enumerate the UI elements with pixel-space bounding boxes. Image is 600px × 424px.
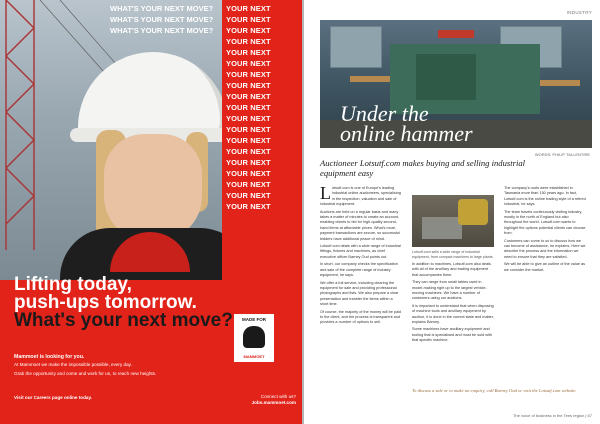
pipe	[540, 80, 580, 86]
tagline-right: YOUR NEXT	[226, 202, 271, 211]
tagline-right: YOUR NEXT	[226, 136, 271, 145]
paragraph: Customers can come to us to discuss how we can become of assistance, he explains. Here we describe the process and the information we need to ensure that they are satisfied.	[504, 238, 586, 259]
article-title-line-2: online hammer	[340, 121, 473, 146]
tagline-right: YOUR NEXT	[226, 180, 271, 189]
tagline-right: YOUR NEXT	[226, 169, 271, 178]
tagline-right: YOUR NEXT	[226, 125, 271, 134]
article-title	[340, 101, 473, 146]
paragraph: In addition to machines, Lotsutf.com also deals with all of the ancillary and trading equipment that accompanies them.	[412, 262, 491, 277]
byline: WORDS: PHILIP TALLENTIRE	[534, 152, 590, 157]
headline-line-1: Lifting today,	[14, 274, 132, 295]
advert-body-line: At Mammoet we make the impossible possible, every day.	[14, 362, 132, 368]
advert-body-line: Grab the opportunity and come and work for us, to reach new heights.	[14, 371, 157, 377]
badge-top-text: MADE FOR	[242, 317, 266, 322]
made-for-mammoet-badge	[234, 314, 274, 362]
article-column-2	[412, 262, 494, 346]
section-label: INDUSTRY	[566, 10, 592, 15]
tagline-top-3: WHAT'S YOUR NEXT MOVE?	[110, 26, 214, 35]
headline-line-2: push-ups tomorrow.	[14, 292, 197, 313]
headline-line-3: What's your next move?	[14, 310, 233, 331]
elephant-icon	[243, 326, 265, 348]
inset-caption: Lotsutf.com sells a wide range of industrial equipment, from compact machines to large plants.	[412, 250, 494, 259]
tagline-right: YOUR NEXT	[226, 158, 271, 167]
article-page	[304, 0, 600, 424]
article-deck: Auctioneer Lotsutf.com makes buying and selling industrial equipment easy	[320, 158, 526, 178]
tagline-right: YOUR NEXT	[226, 26, 271, 35]
paragraph: Lotsutf.com deals with a wide range of industrial fittings, fixtures and machines, as chief executive officer Barney Oud points out.	[320, 244, 401, 259]
paragraph: Of course, the majority of the money will be paid to the client, and the process is transparent and provides a number of options to sell.	[320, 309, 402, 325]
tagline-right: YOUR NEXT	[226, 114, 271, 123]
article-title-line-1: Under the	[340, 101, 429, 126]
yellow-machine	[458, 199, 488, 225]
advert-connect	[222, 394, 296, 406]
paragraph: Some machines have ancillary equipment and tooling that is specialised and must be sold with that specific machine.	[412, 327, 492, 343]
pull-quote: To discuss a sale or to make an enquiry, call Barney Oud or visit the Lotsutf.com website.	[412, 388, 577, 393]
tagline-right: YOUR NEXT	[226, 103, 271, 112]
worker-face	[104, 134, 202, 242]
machine-base	[422, 217, 462, 239]
page-footer: The voice of business in the Tees region | 67	[512, 413, 592, 418]
article-column-1	[320, 183, 402, 328]
advert-cta: Visit our Careers page online today.	[14, 395, 92, 400]
connect-label: Connect with us?	[260, 394, 296, 399]
tagline-top-2: WHAT'S YOUR NEXT MOVE?	[110, 15, 214, 24]
paragraph: They can range from small tables used in model-making right up to the largest vehicle-moving machines. We have a number of customers using our auctions.	[412, 280, 487, 301]
drop-cap: L	[320, 183, 331, 203]
paragraph: We offer a full service, including clearing the equipment for sale and providing professional photographs and lists. We also prepare a clear presentation and transfer the items within a short time.	[320, 280, 399, 307]
tagline-right: YOUR NEXT	[226, 70, 271, 79]
machine-panel	[416, 54, 476, 100]
paragraph: Auctions are held on a regular basis and many takes a matter of minutes to create an account, enabling clients to bid for high-quality second-hand items at affordable prices. What's more, payment transactions are secure, so successful bidders have additional peace of mind.	[320, 209, 400, 241]
tagline-right: YOUR NEXT	[226, 191, 271, 200]
article-column-3	[504, 186, 586, 275]
badge-bottom-text: MAMMOET	[243, 354, 265, 359]
tagline-right: YOUR NEXT	[226, 15, 271, 24]
paragraph: We will be able to give an outline of the value as we consider the market.	[504, 262, 585, 272]
pipe	[350, 76, 390, 82]
paragraph: The company's roots were established in Tasmania more than 150 years ago. In fact, Lotsutf.com is the online trading style of a retired industrial, he says.	[504, 186, 586, 207]
paragraph: It is important to understand that when disposing of machine tools and ancillary equipment by auction, it is done in the correct state and matter, explains Barney.	[412, 303, 494, 325]
paragraph: otsutf.com is one of Europe's leading industrial online auctioneers, specialising in the inspection, valuation and sale of industrial equipment.	[320, 186, 401, 207]
tagline-right: YOUR NEXT	[226, 37, 271, 46]
paragraph: The team travels continuously visiting industry, mostly in the north of England but also throughout the world. Lotsutf.com wants to highlight the options potential clients can choose from.	[504, 209, 586, 236]
tagline-right: YOUR NEXT	[226, 81, 271, 90]
inset-photo	[412, 195, 494, 247]
tagline-right: YOUR NEXT	[226, 59, 271, 68]
tagline-right: YOUR NEXT	[226, 147, 271, 156]
factory-sign	[438, 30, 474, 38]
tagline-right: YOUR NEXT	[226, 4, 271, 13]
advert-body-title: Mammoet is looking for you.	[14, 354, 85, 360]
advert-photo	[0, 0, 222, 280]
tagline-right: YOUR NEXT	[226, 92, 271, 101]
advert-body	[14, 354, 214, 381]
tagline-top-1: WHAT'S YOUR NEXT MOVE?	[110, 4, 214, 13]
tagline-right: YOUR NEXT	[226, 48, 271, 57]
paragraph: In short, our company checks the specification and sale of the complete range of industry equipment, he says.	[320, 262, 398, 278]
careers-link[interactable]: Jobs.mammoet.com	[251, 400, 296, 405]
factory-window	[330, 26, 382, 68]
